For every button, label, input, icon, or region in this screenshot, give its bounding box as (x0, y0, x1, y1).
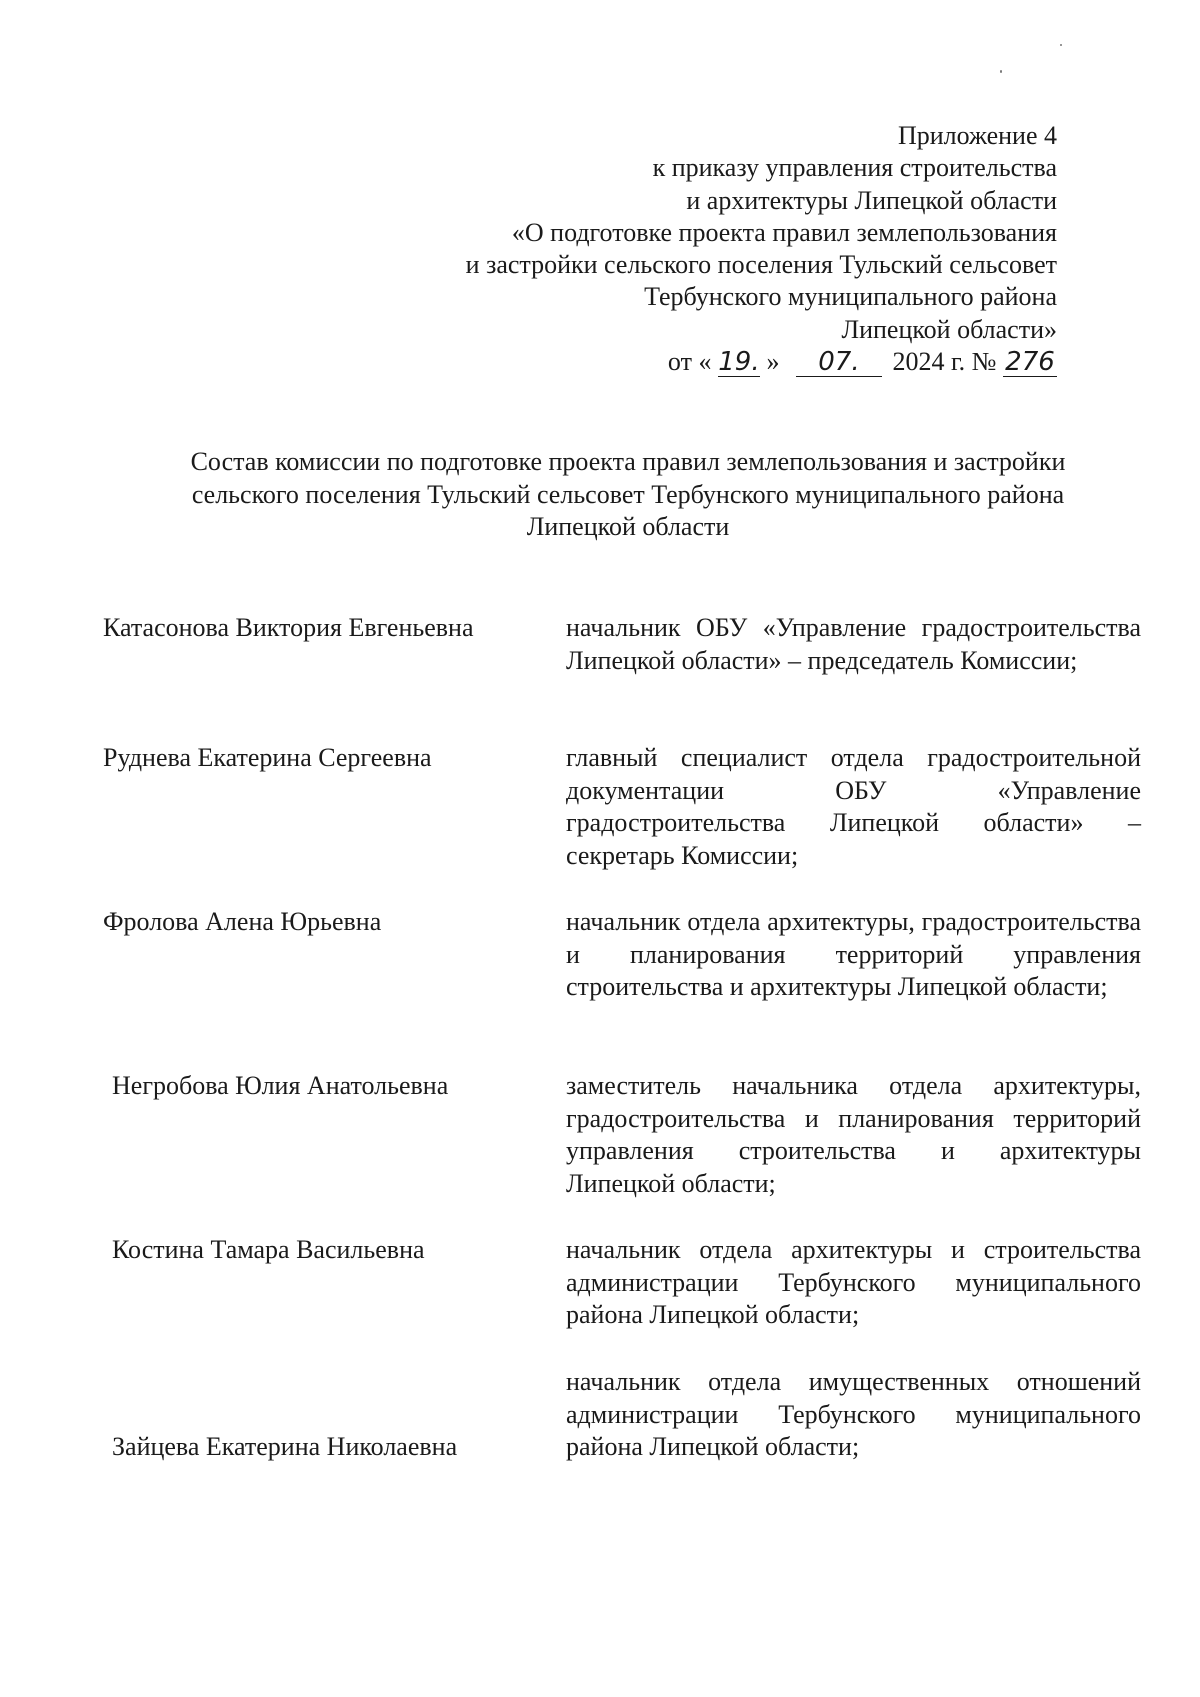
header-line: и архитектуры Липецкой области (686, 185, 1057, 215)
title-line: сельского поселения Тульский сельсовет Тербунского муниципального района (191, 479, 1065, 509)
order-date-line (466, 346, 1057, 378)
title-line: Липецкой области (526, 512, 730, 541)
document-title (120, 446, 1136, 544)
header-line: и застройки сельского поселения Тульский сельсовет (465, 250, 1057, 280)
appendix-header (466, 120, 1057, 378)
member-name: Руднева Екатерина Сергеевна (103, 743, 432, 772)
member-role: начальник ОБУ «Управление градостроительства Липецкой области» – председатель Комиссии; (566, 613, 1141, 675)
member-name: Костина Тамара Васильевна (112, 1235, 425, 1264)
title-line: Состав комиссии по подготовке проекта правил землепользования и застройки (190, 447, 1066, 476)
date-mid: » (766, 347, 780, 377)
member-role: главный специалист отдела градостроительной документации ОБУ «Управление градостроительства Липецкой области» – секретарь Комиссии; (566, 743, 1141, 870)
member-role: начальник отдела имущественных отношений администрации Тербунского муниципального района Липецкой области; (566, 1367, 1141, 1462)
member-role: начальник отдела архитектуры и строительства администрации Тербунского муниципального района Липецкой области; (566, 1235, 1141, 1330)
order-number-handwritten: 276 (1003, 348, 1057, 377)
date-day-handwritten: 19. (718, 347, 760, 378)
member-name: Катасонова Виктория Евгеньевна (103, 613, 474, 642)
header-line: к приказу управления строительства (652, 153, 1057, 183)
date-year: 2024 г. № (892, 347, 997, 377)
member-name: Зайцева Екатерина Николаевна (112, 1432, 458, 1461)
member-role: начальник отдела архитектуры, градостроительства и планирования территорий управления строительства и архитектуры Липецкой области; (566, 907, 1141, 1002)
scan-speck (1060, 44, 1062, 46)
date-prefix: от « (667, 347, 712, 377)
appendix-number: Приложение 4 (897, 121, 1057, 150)
header-line: «О подготовке проекта правил землепользования (511, 217, 1057, 247)
date-month-handwritten: 07. (796, 348, 882, 377)
member-name: Фролова Алена Юрьевна (103, 907, 382, 936)
member-name: Негробова Юлия Анатольевна (112, 1071, 449, 1100)
header-line: Тербунского муниципального района (644, 282, 1057, 312)
member-role: заместитель начальника отдела архитектуры, градостроительства и планирования территорий управления строительства и архитектуры Липецкой области; (566, 1071, 1141, 1198)
header-line: Липецкой области» (841, 314, 1057, 344)
scan-speck (1000, 70, 1002, 73)
